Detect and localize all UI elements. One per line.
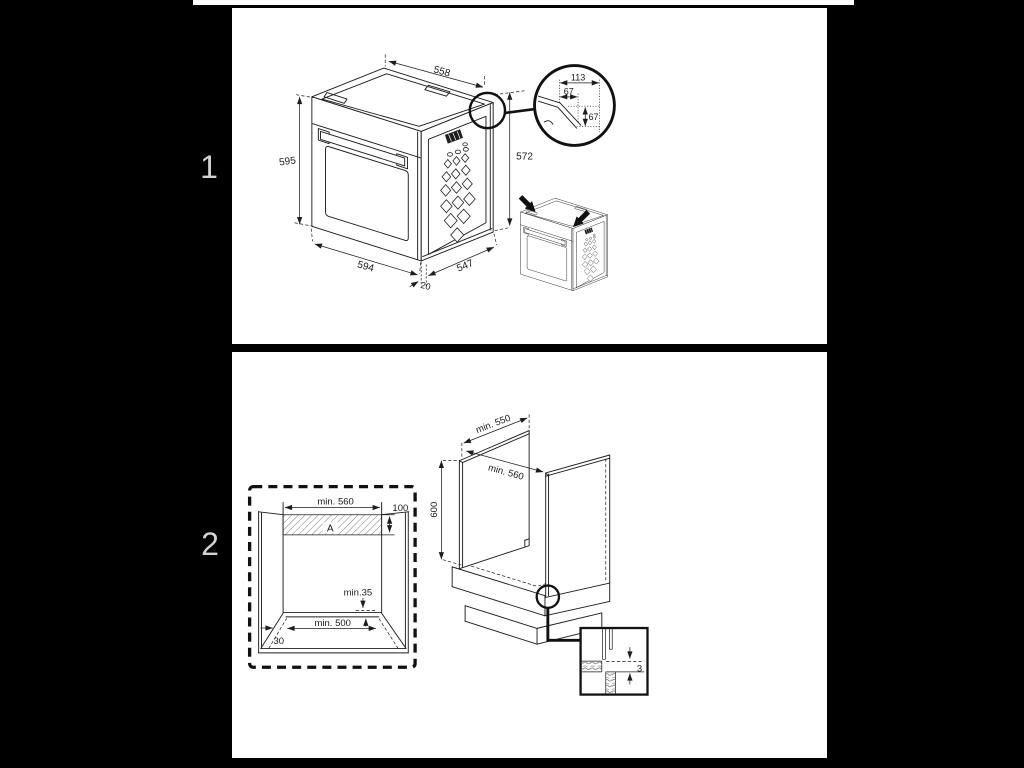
worktop-wood-section xyxy=(582,662,601,672)
dim-support-width xyxy=(287,618,375,629)
dim-label-min560-front: min. 560 xyxy=(317,496,354,508)
page-scan-edge xyxy=(193,0,854,5)
oven-isometric-large xyxy=(312,68,493,261)
corner-detail-view xyxy=(538,72,600,132)
dim-label-3: 3 xyxy=(636,663,643,675)
dim-label-558: 558 xyxy=(432,64,452,80)
cabinet-wood-section xyxy=(606,673,615,694)
dim-label-594: 594 xyxy=(355,259,376,275)
panel-oven-dimensions xyxy=(232,8,827,344)
section-2-number: 2 xyxy=(201,526,219,562)
dim-label-572: 572 xyxy=(516,151,533,163)
dim-label-min560-iso: min. 560 xyxy=(486,462,525,483)
back-panel xyxy=(459,431,529,569)
detail-label-67-vertical: 67 xyxy=(588,111,599,122)
dim-label-min500: min. 500 xyxy=(314,617,351,629)
detail-label-67-horizontal: 67 xyxy=(563,86,574,97)
dim-label-min35: min.35 xyxy=(343,587,373,599)
dim-niche-width-front xyxy=(285,497,380,508)
dim-front-height xyxy=(279,95,314,227)
dim-door-offset xyxy=(410,262,432,292)
niche-isometric-view xyxy=(429,413,610,644)
dim-label-547: 547 xyxy=(455,258,476,275)
panel-installation-niche xyxy=(232,352,827,758)
dim-label-20: 20 xyxy=(419,279,432,293)
niche-dimension-drawing xyxy=(232,352,827,758)
dim-label-600: 600 xyxy=(429,501,441,518)
label-area-A: A xyxy=(326,523,334,535)
gap-link-line xyxy=(548,608,580,640)
vent-area-A xyxy=(283,515,395,535)
dim-label-min550: min. 550 xyxy=(474,412,513,437)
oven-dimension-drawing xyxy=(232,8,827,344)
dim-niche-height xyxy=(429,460,461,565)
right-panel xyxy=(546,455,610,597)
rear-gap-detail-box xyxy=(581,628,648,695)
niche-front-view xyxy=(250,487,415,668)
section-1-number: 1 xyxy=(200,149,218,185)
magnifier-link-line xyxy=(505,109,535,113)
detail-label-113: 113 xyxy=(570,72,586,83)
oven-isometric-small xyxy=(519,195,608,291)
dim-label-30: 30 xyxy=(273,636,285,648)
dim-label-100: 100 xyxy=(392,503,409,515)
dim-label-595: 595 xyxy=(278,155,297,169)
